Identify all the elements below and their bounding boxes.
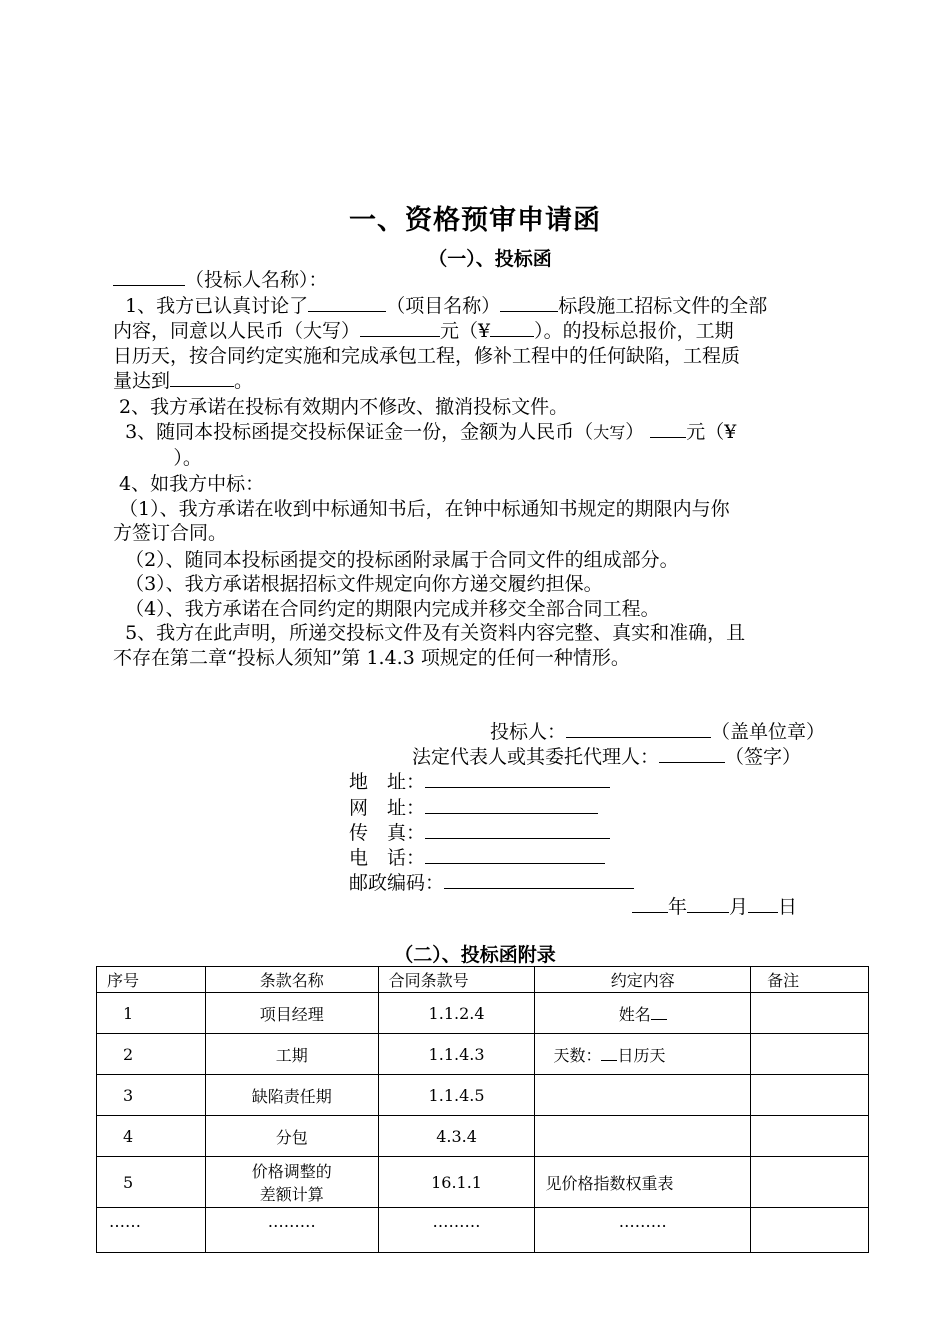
- cell-clause: ………: [378, 1208, 535, 1253]
- cell-clause: 1.1.4.3: [378, 1034, 535, 1075]
- table-row: [97, 1075, 869, 1116]
- header-content: 约定内容: [535, 967, 751, 993]
- header-no: 序号: [97, 967, 206, 993]
- paragraph-5-cont: 不存在第二章“投标人须知”第 1.4.3 项规定的任何一种情形。: [113, 646, 630, 669]
- cell-note: [751, 1157, 869, 1208]
- paragraph-3: 3、随同本投标函提交投标保证金一份，金额为人民币（大写） 元（¥: [125, 421, 737, 443]
- paragraph-4-3: （3）、我方承诺根据招标文件规定向你方递交履约担保。: [125, 573, 603, 595]
- paragraph-3-end: ）。: [173, 446, 202, 469]
- cell-content: 姓名: [535, 993, 751, 1034]
- paragraph-5: 5、我方在此声明，所递交投标文件及有关资料内容完整、真实和准确，且: [125, 622, 746, 644]
- cell-note: [751, 993, 869, 1034]
- section2-heading: （二）、投标函附录: [394, 944, 556, 966]
- table-header-row: [97, 967, 869, 993]
- cell-note: [751, 1075, 869, 1116]
- paragraph-1-line3: 日历天，按合同约定实施和完成承包工程，修补工程中的任何缺陷，工程质: [113, 344, 741, 367]
- table-row: [97, 993, 869, 1034]
- address-line: 地 址：: [349, 767, 610, 794]
- paragraph-1: 1、我方已认真讨论了 （项目名称） 标段施工招标文件的全部: [125, 294, 768, 317]
- cell-note: [751, 1208, 869, 1253]
- cell-clause: 4.3.4: [378, 1116, 535, 1157]
- cell-note: [751, 1116, 869, 1157]
- cell-clause: 16.1.1: [378, 1157, 535, 1208]
- cell-name: 缺陷责任期: [205, 1075, 378, 1116]
- cell-name: 分包: [205, 1116, 378, 1157]
- cell-content: 见价格指数权重表: [535, 1157, 751, 1208]
- cell-content: [535, 1075, 751, 1116]
- cell-content: 天数： 日历天: [535, 1034, 751, 1075]
- paragraph-4: 4、如我方中标：: [119, 473, 265, 495]
- header-clause: 合同条款号: [378, 967, 535, 993]
- table-row: [97, 1208, 869, 1253]
- cell-no: 1: [97, 993, 206, 1034]
- paragraph-1-line2: 内容，同意以人民币（大写） 元（¥ ）。的投标总报价，工期: [113, 320, 734, 342]
- page-title: 一、资格预审申请函: [349, 205, 601, 236]
- bid-appendix-table: [96, 966, 869, 1253]
- cell-no: ……: [97, 1208, 206, 1253]
- cell-clause: 1.1.2.4: [378, 993, 535, 1034]
- section1-heading: （一）、投标函: [428, 248, 552, 270]
- paragraph-4-1-cont: 方签订合同。: [113, 522, 228, 544]
- paragraph-4-2: （2）、随同本投标函提交的投标函附录属于合同文件的组成部分。: [125, 548, 679, 571]
- paragraph-4-4: （4）、我方承诺在合同约定的期限内完成并移交全部合同工程。: [125, 597, 660, 620]
- website-line: 网 址：: [349, 793, 598, 820]
- header-note: 备注: [751, 967, 869, 993]
- representative-signature-line: 法定代表人或其委托代理人： （签字）: [412, 746, 802, 768]
- cell-name: 项目经理: [205, 993, 378, 1034]
- salutation: （投标人名称）：: [113, 267, 863, 293]
- cell-no: 2: [97, 1034, 206, 1075]
- cell-no: 4: [97, 1116, 206, 1157]
- fax-line: 传 真：: [349, 818, 610, 845]
- bid-letter-body: [113, 267, 863, 670]
- postcode-line: 邮政编码：: [349, 868, 634, 895]
- table-row: [97, 1157, 869, 1208]
- bidder-signature-line: 投标人： （盖单位章）: [490, 721, 826, 743]
- paragraph-4-1: （1）、我方承诺在收到中标通知书后，在钟中标通知书规定的期限内与你: [119, 497, 730, 520]
- header-name: 条款名称: [205, 967, 378, 993]
- cell-name: 工期: [205, 1034, 378, 1075]
- cell-name: ………: [205, 1208, 378, 1253]
- table-row: [97, 1034, 869, 1075]
- cell-content: ………: [535, 1208, 751, 1253]
- cell-name: 价格调整的 差额计算: [205, 1157, 378, 1208]
- date-line: 年 月 日: [632, 892, 797, 919]
- cell-clause: 1.1.4.5: [378, 1075, 535, 1116]
- table-row: [97, 1116, 869, 1157]
- cell-no: 3: [97, 1075, 206, 1116]
- cell-content: [535, 1116, 751, 1157]
- cell-no: 5: [97, 1157, 206, 1208]
- cell-note: [751, 1034, 869, 1075]
- phone-line: 电 话：: [349, 843, 605, 870]
- paragraph-2: 2、我方承诺在投标有效期内不修改、撤消投标文件。: [119, 395, 569, 418]
- paragraph-1-line4: 量达到 。: [113, 370, 254, 392]
